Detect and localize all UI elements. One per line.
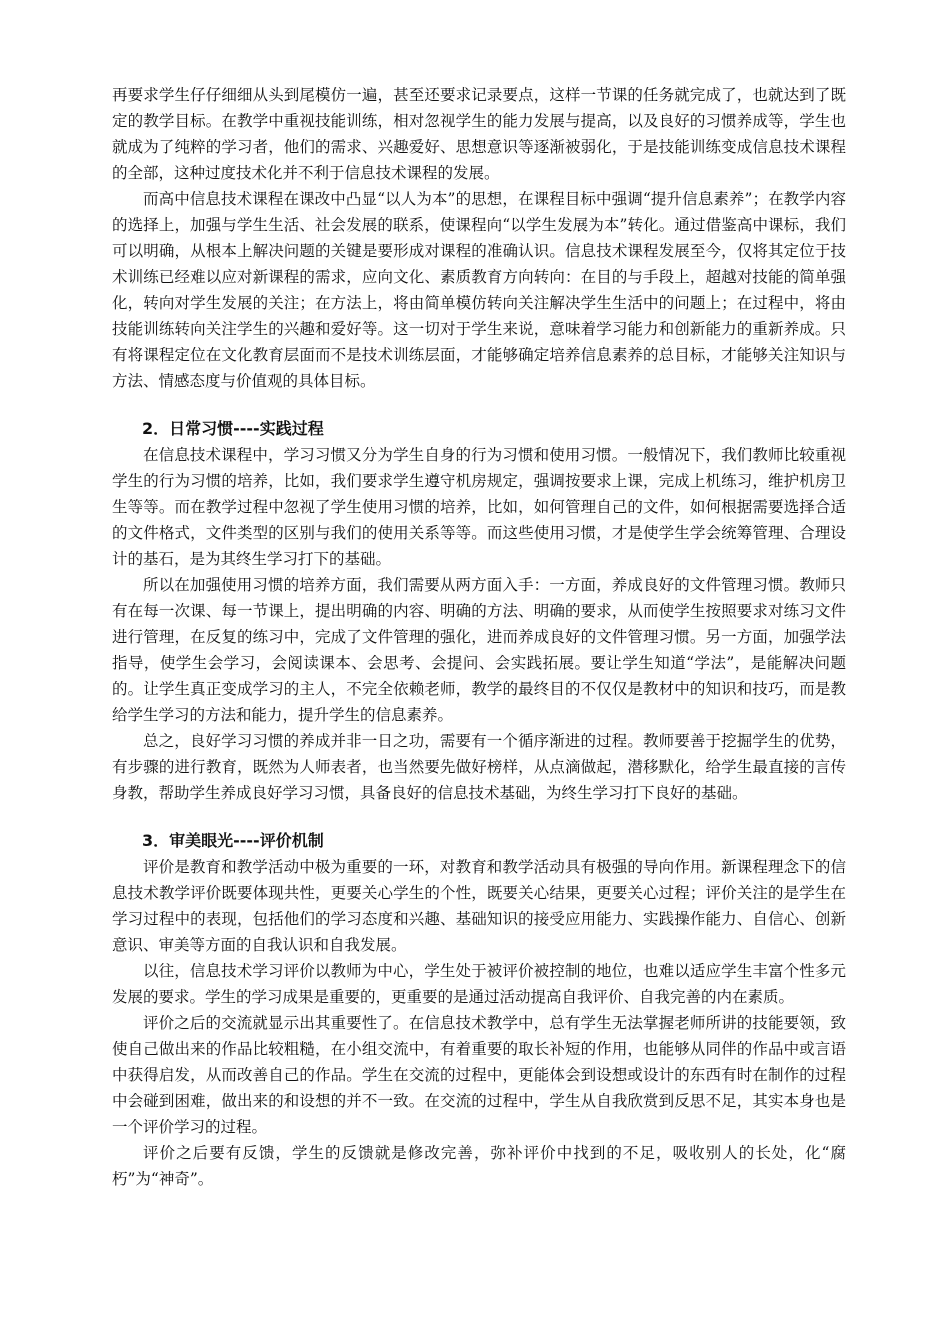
intro-paragraph-2: 而高中信息技术课程在课改中凸显“以人为本”的思想，在课程目标中强调“提升信息素养”；在教学内容的选择上，加强与学生生活、社会发展的联系，使课程向“以学生发展为本”转化。通过借鉴高中课标，我们可以明确，从根本上解决问题的关键是要形成对课程的准确认识。信息技术课程发展至今，仅将其定位于技术训练已经难以应对新课程的需求，应向文化、素质教育方向转向：在目的与手段上，超越对技能的简单强化，转向对学生发展的关注；在方法上，将由简单模仿转向关注解决学生生活中的问题上；在过程中，将由技能训练转向关注学生的兴趣和爱好等。这一切对于学生来说，意味着学习能力和创新能力的重新养成。只有将课程定位在文化教育层面而不是技术训练层面，才能够确定培养信息素养的总目标，才能够关注知识与方法、情感态度与价值观的具体目标。 (112, 190, 846, 390)
section-3-paragraph-1: 评价是教育和教学活动中极为重要的一环，对教育和教学活动具有极强的导向作用。新课程理念下的信息技术教学评价既要体现共性，更要关心学生的个性，既要关心结果，更要关心过程；评价关注的是学生在学习过程中的表现，包括他们的学习态度和兴趣、基础知识的接受应用能力、实践操作能力、自信心、创新意识、审美等方面的自我认识和自我发展。 (112, 858, 846, 954)
section-2-paragraph-2: 所以在加强使用习惯的培养方面，我们需要从两方面入手：一方面，养成良好的文件管理习惯。教师只有在每一次课、每一节课上，提出明确的内容、明确的方法、明确的要求，从而使学生按照要求对练习文件进行管理，在反复的练习中，完成了文件管理的强化，进而养成良好的文件管理习惯。另一方面，加强学法指导，使学生会学习，会阅读课本、会思考、会提问、会实践拓展。要让学生知道“学法”，是能解决问题的。让学生真正变成学习的主人，不完全依赖老师，教学的最终目的不仅仅是教材中的知识和技巧，而是教给学生学习的方法和能力，提升学生的信息素养。 (112, 576, 846, 724)
section-3-title: 3．审美眼光----评价机制 (142, 831, 324, 850)
section-2-title: 2．日常习惯----实践过程 (142, 419, 324, 438)
section-2-paragraph-1: 在信息技术课程中，学习习惯又分为学生自身的行为习惯和使用习惯。一般情况下，我们教师比较重视学生的行为习惯的培养，比如，我们要求学生遵守机房规定，强调按要求上课，完成上机练习，维护机房卫生等等。而在教学过程中忽视了学生使用习惯的培养，比如，如何管理自己的文件，如何根据需要选择合适的文件格式，文件类型的区别与我们的使用关系等等。而这些使用习惯，才是使学生学会统筹管理、合理设计的基石，是为其终生学习打下的基础。 (112, 446, 846, 568)
section-3-paragraph-3: 评价之后的交流就显示出其重要性了。在信息技术教学中，总有学生无法掌握老师所讲的技能要领，致使自己做出来的作品比较粗糙，在小组交流中，有着重要的取长补短的作用，也能够从同伴的作品中或言语中获得启发，从而改善自己的作品。学生在交流的过程中，更能体会到设想或设计的东西有时在制作的过程中会碰到困难，做出来的和设想的并不一致。在交流的过程中，学生从自我欣赏到反思不足，其实本身也是一个评价学习的过程。 (112, 1014, 846, 1136)
section-3-paragraph-2: 以往，信息技术学习评价以教师为中心，学生处于被评价被控制的地位，也难以适应学生丰富个性多元发展的要求。学生的学习成果是重要的，更重要的是通过活动提高自我评价、自我完善的内在素质。 (112, 962, 846, 1006)
section-spacer (112, 394, 846, 416)
section-3-paragraph-4: 评价之后要有反馈，学生的反馈就是修改完善，弥补评价中找到的不足，吸收别人的长处，化“腐朽”为“神奇”。 (112, 1144, 846, 1188)
intro-paragraph-1: 再要求学生仔仔细细从头到尾模仿一遍，甚至还要求记录要点，这样一节课的任务就完成了，也就达到了既定的教学目标。在教学中重视技能训练，相对忽视学生的能力发展与提高，以及良好的习惯养成等，学生也就成为了纯粹的学习者，他们的需求、兴趣爱好、思想意识等逐渐被弱化，于是技能训练变成信息技术课程的全部，这种过度技术化并不利于信息技术课程的发展。 (112, 86, 846, 182)
section-spacer (112, 806, 846, 828)
document-page (112, 82, 846, 1192)
section-2-paragraph-3: 总之，良好学习习惯的养成并非一日之功，需要有一个循序渐进的过程。教师要善于挖掘学生的优势，有步骤的进行教育，既然为人师表者，也当然要先做好榜样，从点滴做起，潜移默化，给学生最直接的言传身教，帮助学生养成良好学习习惯，具备良好的信息技术基础，为终生学习打下良好的基础。 (112, 732, 846, 802)
